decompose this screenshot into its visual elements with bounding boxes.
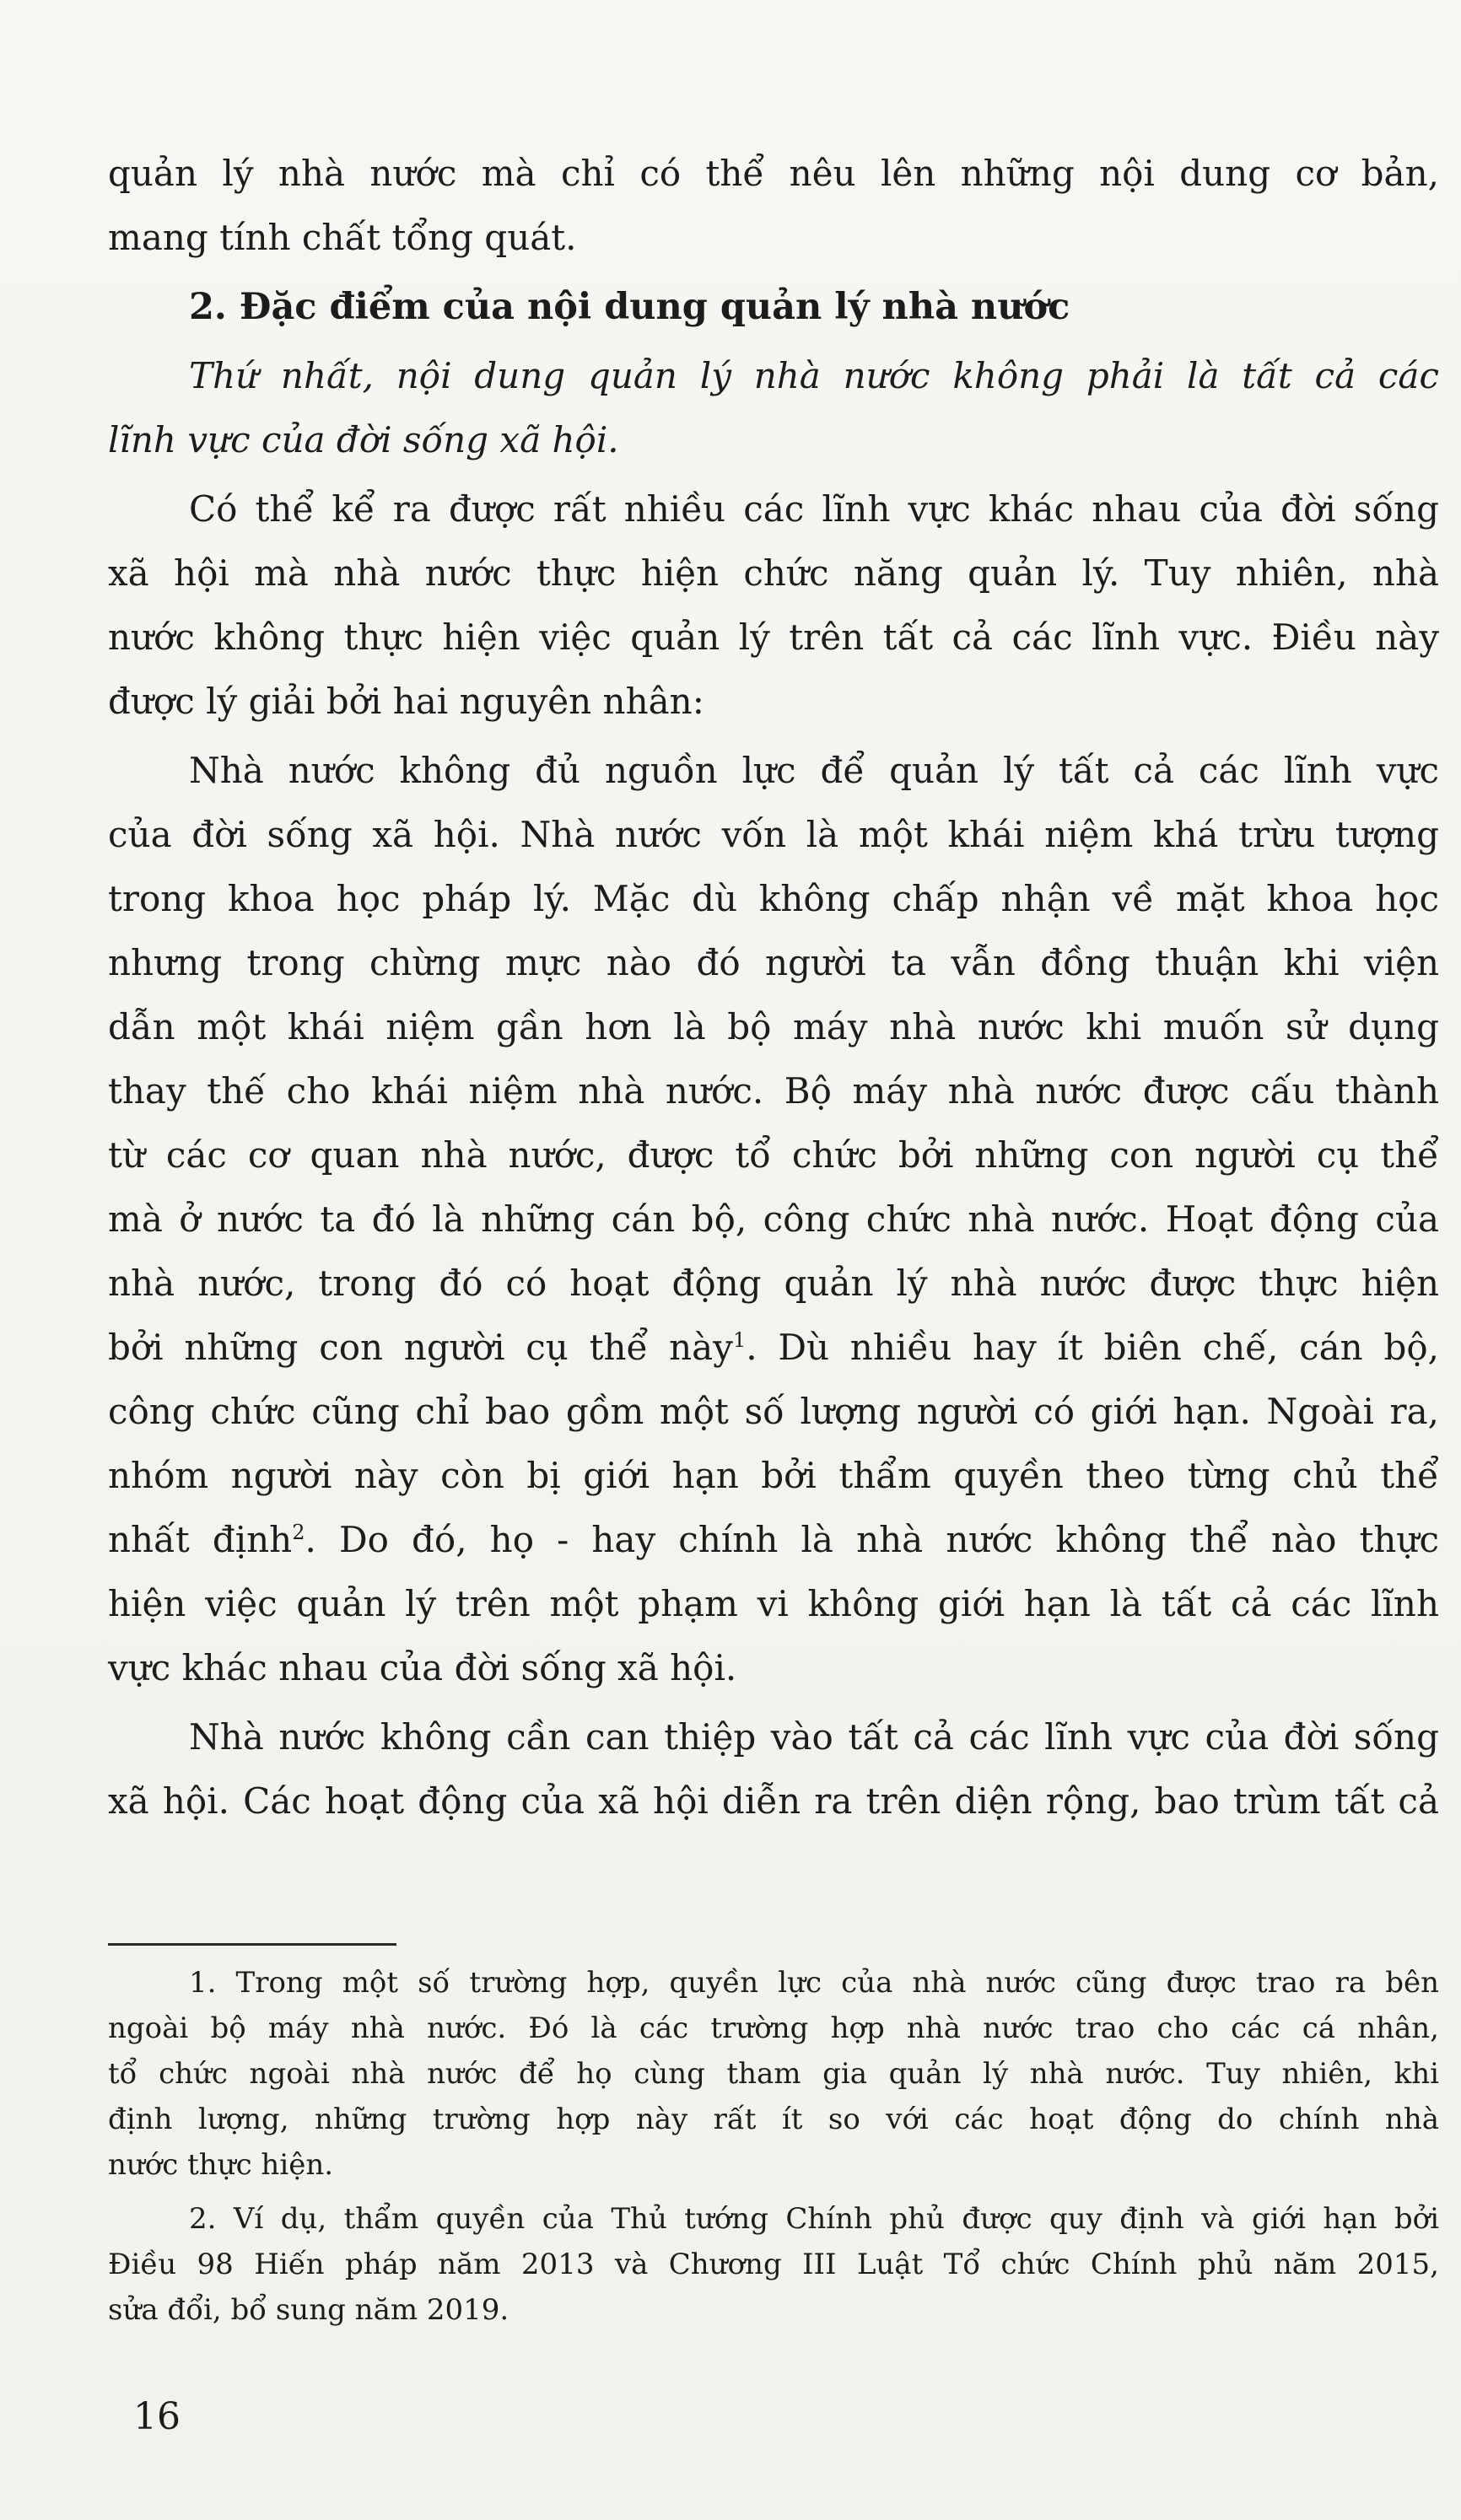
- paragraph-no-intervention: [108, 1705, 1439, 1833]
- footnote-line: tổ chức ngoài nhà nước để họ cùng tham gia quản lý nhà nước. Tuy nhiên, khi: [108, 2057, 1439, 2091]
- text-line: vực khác nhau của đời sống xã hội.: [108, 1647, 737, 1688]
- footnote-ref-2[interactable]: 2: [292, 1521, 305, 1544]
- text-fragment: bởi những con người cụ thể này: [108, 1327, 733, 1368]
- text-fragment: . Dù nhiều hay ít biên chế, cán bộ,: [746, 1327, 1439, 1368]
- text-line: được lý giải bởi hai nguyên nhân:: [108, 681, 704, 722]
- text-line: quản lý nhà nước mà chỉ có thể nêu lên những nội dung cơ bản,: [108, 153, 1439, 194]
- footnote-line: ngoài bộ máy nhà nước. Đó là các trường hợp nhà nước trao cho các cá nhân,: [108, 2011, 1439, 2045]
- footnote-line: Điều 98 Hiến pháp năm 2013 và Chương III Luật Tổ chức Chính phủ năm 2015,: [108, 2248, 1439, 2281]
- text-line: của đời sống xã hội. Nhà nước vốn là một khái niệm khá trừu tượng: [108, 814, 1439, 855]
- footnote-line: nước thực hiện.: [108, 2148, 334, 2182]
- text-line-with-footnote-ref: [108, 1508, 1439, 1572]
- text-line: nhà nước, trong đó có hoạt động quản lý nhà nước được thực hiện: [108, 1263, 1439, 1304]
- footnotes: [108, 1960, 1439, 2333]
- text-line: Nhà nước không cần can thiệp vào tất cả các lĩnh vực của đời sống: [189, 1716, 1439, 1758]
- paragraph-intro-continuation: [108, 142, 1439, 270]
- text-line: dẫn một khái niệm gần hơn là bộ máy nhà nước khi muốn sử dụng: [108, 1006, 1439, 1047]
- text-line-with-footnote-ref: [108, 1316, 1439, 1380]
- text-line: thay thế cho khái niệm nhà nước. Bộ máy nhà nước được cấu thành: [108, 1070, 1439, 1112]
- paragraph-first-point: [108, 344, 1439, 472]
- footnote-divider: [108, 1943, 396, 1946]
- text-line: nhóm người này còn bị giới hạn bởi thẩm quyền theo từng chủ thể: [108, 1455, 1439, 1496]
- text-line: Thứ nhất, nội dung quản lý nhà nước không phải là tất cả các: [189, 355, 1439, 396]
- text-line: công chức cũng chỉ bao gồm một số lượng người có giới hạn. Ngoài ra,: [108, 1391, 1439, 1432]
- text-line: nhưng trong chừng mực nào đó người ta vẫn đồng thuận khi viện: [108, 942, 1439, 983]
- footnote-line: 1. Trong một số trường hợp, quyền lực của nhà nước cũng được trao ra bên: [189, 1966, 1439, 2000]
- text-line: mang tính chất tổng quát.: [108, 217, 577, 258]
- text-fragment: . Do đó, họ - hay chính là nhà nước không thể nào thực: [305, 1519, 1439, 1560]
- text-line: trong khoa học pháp lý. Mặc dù không chấp nhận về mặt khoa học: [108, 878, 1439, 919]
- paragraph-many-fields: [108, 477, 1439, 734]
- main-text: [108, 142, 1439, 1833]
- text-line: xã hội mà nhà nước thực hiện chức năng quản lý. Tuy nhiên, nhà: [108, 552, 1439, 594]
- text-line: nước không thực hiện việc quản lý trên tất cả các lĩnh vực. Điều này: [108, 617, 1439, 658]
- footnote-line: sửa đổi, bổ sung năm 2019.: [108, 2293, 509, 2327]
- footnote-1: [108, 1960, 1439, 2188]
- page-number: 16: [133, 2395, 181, 2438]
- text-fragment: nhất định: [108, 1519, 293, 1560]
- text-line: Có thể kể ra được rất nhiều các lĩnh vực khác nhau của đời sống: [189, 488, 1439, 530]
- text-line: xã hội. Các hoạt động của xã hội diễn ra trên diện rộng, bao trùm tất cả: [108, 1780, 1439, 1822]
- footnote-ref-1[interactable]: 1: [732, 1328, 747, 1352]
- footnote-line: định lượng, những trường hợp này rất ít so với các hoạt động do chính nhà: [108, 2103, 1439, 2136]
- text-line: từ các cơ quan nhà nước, được tổ chức bởi những con người cụ thể: [108, 1134, 1439, 1176]
- text-line: hiện việc quản lý trên một phạm vi không giới hạn là tất cả các lĩnh: [108, 1583, 1439, 1624]
- text-line: mà ở nước ta đó là những cán bộ, công chức nhà nước. Hoạt động của: [108, 1198, 1439, 1240]
- text-line: Nhà nước không đủ nguồn lực để quản lý tất cả các lĩnh vực: [189, 750, 1439, 791]
- footnote-2: [108, 2196, 1439, 2333]
- paragraph-resources: [108, 739, 1439, 1700]
- footnote-line: 2. Ví dụ, thẩm quyền của Thủ tướng Chính phủ được quy định và giới hạn bởi: [189, 2202, 1439, 2236]
- section-heading: 2. Đặc điểm của nội dung quản lý nhà nước: [189, 286, 1070, 328]
- text-line: lĩnh vực của đời sống xã hội.: [108, 419, 619, 460]
